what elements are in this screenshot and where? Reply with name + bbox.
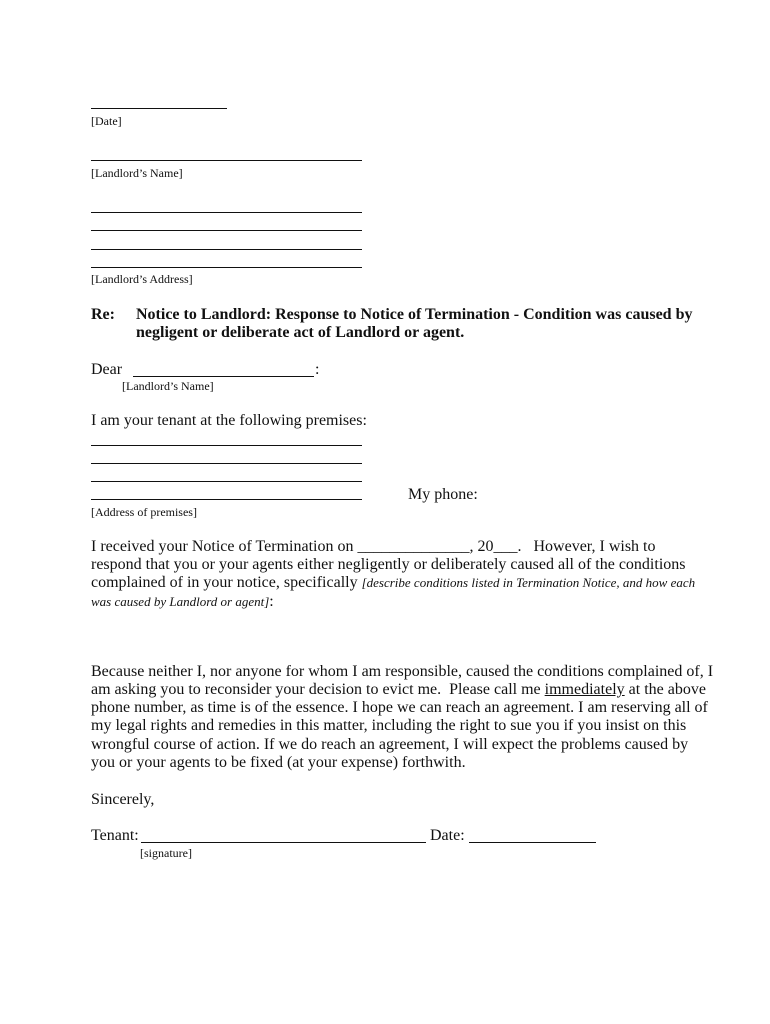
salutation-dear: Dear	[91, 361, 123, 378]
conditions-instruction: [describe conditions listed in Termination Notice, and how each	[361, 575, 696, 590]
premises-line-3[interactable]	[91, 481, 362, 482]
paragraph-1-line-1: I received your Notice of Termination on ______________, 20___. However, I wish to	[91, 538, 656, 555]
landlord-address-line-2[interactable]	[91, 230, 362, 231]
landlord-address-line-1[interactable]	[91, 212, 362, 213]
landlord-name-line[interactable]	[91, 160, 362, 161]
landlord-name-label: [Landlord’s Name]	[91, 166, 183, 180]
premises-line-4[interactable]	[91, 499, 362, 500]
landlord-address-line-4[interactable]	[91, 267, 362, 268]
paragraph-1-line-3-text: complained of in your notice, specifically	[91, 574, 362, 591]
date-line[interactable]	[91, 108, 227, 109]
paragraph-2-line-1: Because neither I, nor anyone for whom I am responsible, caused the conditions complained of, I	[91, 663, 714, 680]
salutation-colon: :	[315, 361, 320, 378]
paragraph-2-line-5: wrongful course of action. If we do reach an agreement, I will expect the problems caused by	[91, 736, 689, 753]
re-subject-line-1: Notice to Landlord: Response to Notice of Termination - Condition was caused by	[136, 306, 693, 323]
landlord-address-label: [Landlord’s Address]	[91, 272, 193, 286]
paragraph-2-line-3: phone number, as time is of the essence. I hope we can reach an agreement. I am reserving all of	[91, 699, 708, 716]
salutation-name-line[interactable]	[133, 376, 314, 377]
premises-line-1[interactable]	[91, 445, 362, 446]
immediately-emphasis: immediately	[544, 681, 625, 698]
premises-label: [Address of premises]	[91, 505, 197, 519]
signature-label: [signature]	[140, 846, 192, 860]
re-prefix: Re:	[91, 306, 115, 323]
premises-intro: I am your tenant at the following premises:	[91, 412, 367, 429]
closing-sincerely: Sincerely,	[91, 791, 155, 808]
landlord-address-line-3[interactable]	[91, 249, 362, 250]
paragraph-1-line-2: respond that you or your agents either negligently or deliberately caused all of the conditions	[91, 556, 686, 573]
paragraph-2-line-2	[91, 681, 706, 699]
paragraph-1-line-4	[91, 593, 274, 611]
paragraph-1-colon: :	[269, 593, 274, 610]
date-label: [Date]	[91, 114, 122, 128]
conditions-instruction-cont: was caused by Landlord or agent]	[91, 594, 270, 609]
paragraph-1-line-3	[91, 574, 695, 592]
phone-label: My phone:	[408, 486, 478, 503]
signature-date-label: Date:	[426, 827, 469, 844]
tenant-label: Tenant:	[91, 827, 143, 844]
salutation-name-label: [Landlord’s Name]	[122, 379, 214, 393]
tenant-signature-line[interactable]	[141, 842, 426, 843]
signature-date-line[interactable]	[469, 842, 596, 843]
paragraph-2-line-6: you or your agents to be fixed (at your expense) forthwith.	[91, 754, 466, 771]
paragraph-2-line-2-b: at the above	[624, 681, 706, 698]
paragraph-2-line-4: my legal rights and remedies in this matter, including the right to sue you if you insist on this	[91, 717, 687, 734]
premises-line-2[interactable]	[91, 463, 362, 464]
paragraph-2-line-2-a: am asking you to reconsider your decision to evict me. Please call me	[91, 681, 545, 698]
re-subject-line-2: negligent or deliberate act of Landlord or agent.	[136, 324, 465, 341]
